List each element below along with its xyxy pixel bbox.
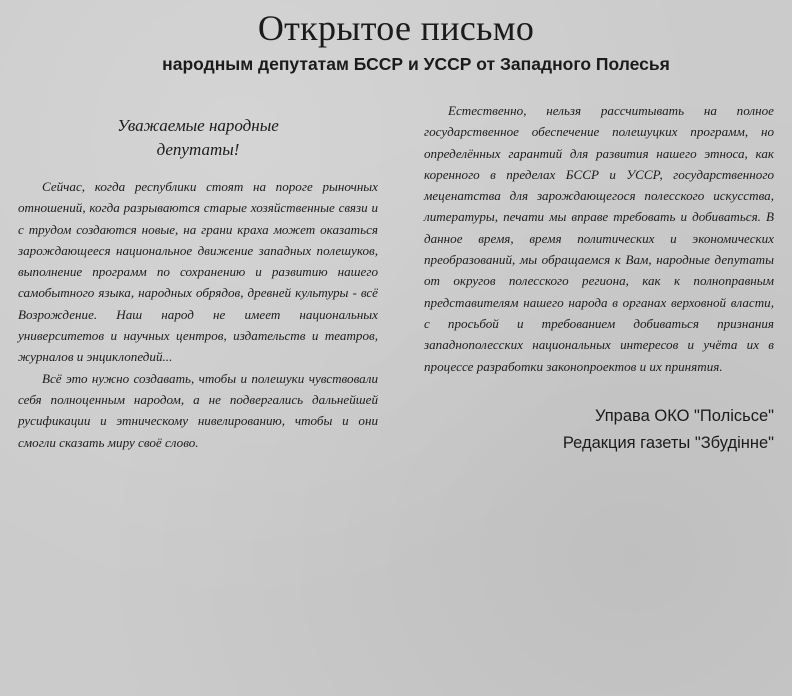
greeting-line-1: Уважаемые народные xyxy=(117,116,279,135)
left-paragraph-2: Всё это нужно создавать, чтобы и полешуки чувствовали себя полноценным народом, а не подвергались дальнейшей русификации и этническому нивелированию, чтобы и они смогли сказать миру своё слово. xyxy=(18,370,378,450)
signature-newspaper: Редакция газеты "Збудiнне" xyxy=(562,433,774,452)
page-title: Открытое письмо xyxy=(257,8,535,48)
signature-oko: Управа ОКО "Полiсьсе" xyxy=(594,406,774,425)
left-column xyxy=(18,100,378,457)
signatures xyxy=(424,403,774,457)
greeting-line-2: депутаты! xyxy=(156,140,240,159)
right-paragraph-1: Естественно, нельзя рассчитывать на полное государственное обеспечение полешуцких программ, но определённых гарантий для развития нашего этноса, как коренного в пределах БССР и УССР, государственного меценатства для зарождающегося полесского искусства, литературы, печати мы вправе требовать и добиваться. В данное время, время политических и экономических преобразований, мы обращаемся к Вам, народные депутаты от округов полесского региона, как к полноправным представителям нашего народа в органах верховной власти, с просьбой и требованием добиваться признания западнополесских национальных интересов и учёта их в процессе разработки законопроектов и их принятия. xyxy=(424,103,774,374)
left-paragraph-1: Сейчас, когда республики стоят на пороге рыночных отношений, когда разрываются старые хозяйственные связи и с трудом создаются новые, на грани краха может оказаться зарождающееся национальное движение западных полешуков, выполнение программ по сохранению и развитию нашего самобытного языка, народных обрядов, древней культуры - всё Возрождение. Наш народ не имеет национальных университетов и научных центров, издательств и театров, журналов и энциклопедий... xyxy=(18,179,378,365)
article-columns xyxy=(18,100,776,457)
greeting xyxy=(18,114,378,162)
right-column xyxy=(424,100,774,457)
page-subtitle: народным депутатам БССР и УССР от Западного Полесья xyxy=(162,54,670,74)
